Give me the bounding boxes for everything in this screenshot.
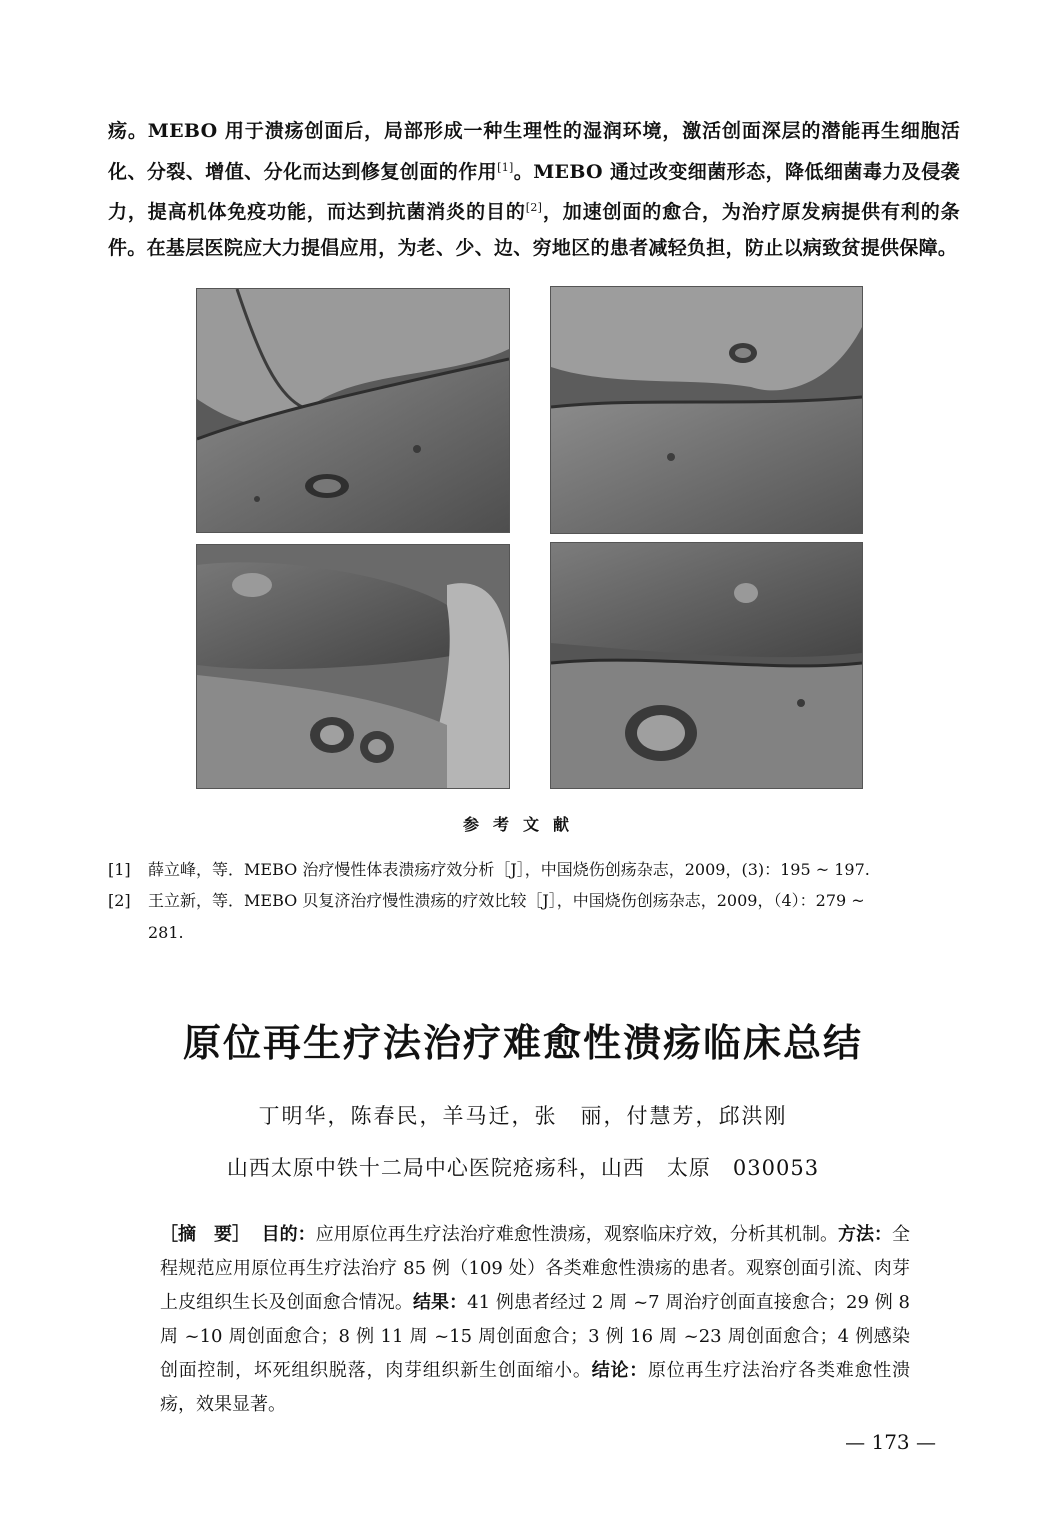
wound-photo-before-2 bbox=[196, 544, 510, 789]
citation-1[interactable]: [1] bbox=[497, 160, 514, 174]
intro-text-1: 疡。MEBO 用于溃疡创面后，局部形成一种生理性的湿润环境，激活创面深层的潜能再生细胞活化、分裂、增值、分化而达到修复创面的作用 bbox=[108, 120, 960, 183]
reference-text-continuation: 281. bbox=[148, 923, 184, 942]
reference-number: [2] bbox=[108, 891, 131, 910]
conclusion-text: 原位再生疗法治疗各类难愈性溃疡，效果显著。 bbox=[160, 1360, 911, 1415]
objective-text: 应用原位再生疗法治疗难愈性溃疡，观察临床疗效，分析其机制。 bbox=[315, 1224, 838, 1245]
objective-label: 目的： bbox=[261, 1224, 316, 1245]
abstract bbox=[160, 1218, 910, 1422]
reference-item bbox=[108, 856, 968, 884]
intro-text-2: 。MEBO 通过改变细菌形态，降低细菌毒力及侵袭力，提高机体免疫功能，而达到抗菌消炎的目的 bbox=[108, 160, 960, 223]
method-label: 方法： bbox=[837, 1224, 893, 1245]
intro-paragraph bbox=[108, 114, 960, 266]
method-text: 全程规范应用原位再生疗法治疗 85 例（109 处）各类难愈性溃疡的患者。观察创面引流、肉芽上皮组织生长及创面愈合情况。 bbox=[160, 1224, 911, 1313]
article-authors: 丁明华，陈春民，羊马迁，张 丽，付慧芳，邱洪刚 bbox=[258, 1104, 788, 1128]
wound-photo-after-2 bbox=[550, 542, 863, 789]
abstract-label: ［摘 要］ bbox=[160, 1224, 251, 1245]
citation-2[interactable]: [2] bbox=[525, 201, 543, 214]
references-heading: 参考文献 bbox=[462, 815, 583, 834]
result-text: 41 例患者经过 2 周 ~7 周治疗创面直接愈合；29 例 8 周 ~10 周创面愈合；8 例 11 周 ~15 周创面愈合；3 例 16 周 ~23 周创面愈合；4 例感染创面控制，坏死组织脱落，肉芽组织新生创面缩小。 bbox=[160, 1292, 910, 1381]
reference-number: [1] bbox=[108, 860, 131, 879]
article-affiliation: 山西太原中铁十二局中心医院疮疡科，山西 太原 030053 bbox=[226, 1156, 820, 1180]
conclusion-label: 结论： bbox=[591, 1360, 649, 1381]
reference-text: 薛立峰，等．MEBO 治疗慢性体表溃疡疗效分析［J］，中国烧伤创疡杂志，2009，(3)：195 ~ 197. bbox=[148, 860, 870, 879]
intro-text-3: ，加速创面的愈合，为治疗原发病提供有利的条件。在基层医院应大力提倡应用，为老、少、边、穷地区的患者减轻负担，防止以病致贫提供保障。 bbox=[108, 201, 960, 259]
wound-photo-after-1 bbox=[550, 286, 863, 534]
result-label: 结果： bbox=[412, 1292, 468, 1313]
reference-item bbox=[108, 887, 968, 915]
wound-photo-before-1 bbox=[196, 288, 510, 533]
reference-text: 王立新，等．MEBO 贝复济治疗慢性溃疡的疗效比较［J］，中国烧伤创疡杂志，2009，（4）：279 ~ bbox=[148, 891, 865, 910]
page-number: — 173 — bbox=[845, 1430, 936, 1454]
article-title: 原位再生疗法治疗难愈性溃疡临床总结 bbox=[182, 1021, 863, 1065]
